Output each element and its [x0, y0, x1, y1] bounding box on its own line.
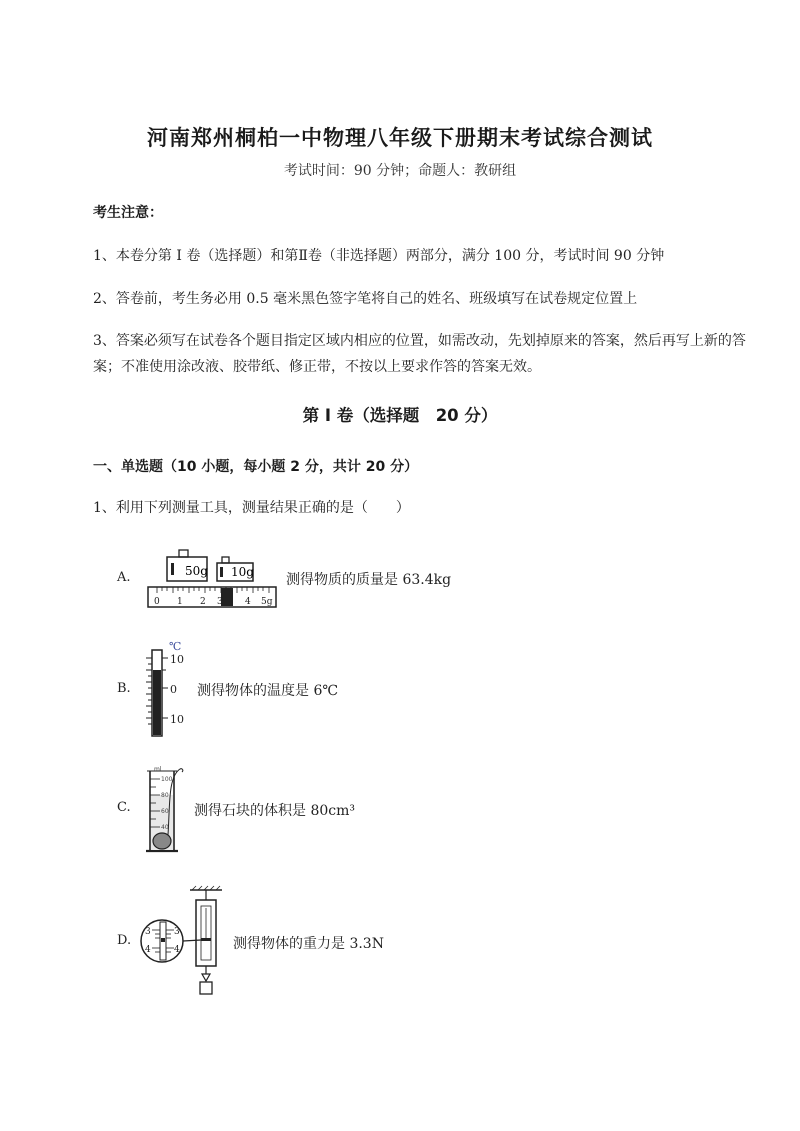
pointer [201, 938, 211, 941]
option-c-text: 测得石块的体积是 80cm³ [194, 803, 355, 819]
magnified-pointer [161, 938, 165, 942]
question-stem: 1、利用下列测量工具，测量结果正确的是（ ） [93, 500, 410, 516]
cylinder-tick-60: 60 [161, 808, 169, 815]
notice-heading: 考生注意： [93, 205, 163, 221]
thermometer-liquid [153, 670, 161, 735]
cylinder-tick-40: 40 [161, 824, 169, 831]
option-c-letter: C. [117, 800, 131, 815]
hook [202, 966, 210, 981]
option-d-letter: D. [117, 933, 132, 948]
stone [153, 833, 171, 849]
magnified-tick-3-left: 3 [145, 927, 151, 937]
weight-50g-knob [179, 550, 188, 557]
option-b-letter: B. [117, 681, 131, 696]
cylinder-unit: ml [154, 766, 162, 773]
notice-item-2: 2、答卷前，考生务必用 0.5 毫米黑色签字笔将自己的姓名、班级填写在试卷规定位置上 [93, 291, 638, 307]
balance-scale-figure [145, 545, 280, 610]
cylinder-tick-80: 80 [161, 792, 169, 799]
page-title: 河南郑州桐柏一中物理八年级下册期末考试综合测试 [147, 126, 653, 150]
magnified-tick-4-left: 4 [145, 945, 151, 955]
scale-tick-1: 1 [177, 597, 183, 607]
notice-item-1: 1、本卷分第 I 卷（选择题）和第Ⅱ卷（非选择题）两部分，满分 100 分，考试时间 90 分钟 [93, 248, 665, 264]
thermometer-tick-zero: 0 [170, 683, 177, 696]
option-a-text: 测得物质的质量是 63.4kg [286, 572, 452, 588]
exam-info: 考试时间：90 分钟；命题人：教研组 [283, 163, 517, 179]
scale-tick-4: 4 [245, 597, 251, 607]
thermometer-tick-bottom: 10 [170, 713, 184, 726]
option-b-text: 测得物体的温度是 6℃ [197, 683, 339, 699]
weight-10g-mark [220, 567, 223, 577]
weight-50g-label: 50g [185, 564, 208, 578]
rider [221, 588, 233, 606]
thermometer-unit: ℃ [169, 640, 182, 653]
magnifier-leader [183, 940, 201, 941]
beam-ticks [157, 587, 269, 593]
notice-item-3: 3、答案必须写在试卷各个题目指定区域内相应的位置，如需改动，先划掉原来的答案，然后再写上新的答案；不准使用涂改液、胶带纸、修正带，不按以上要求作答的答案无效。 [93, 333, 746, 375]
cylinder-tick-100: 100 [161, 776, 173, 783]
thermometer-tick-top: 10 [170, 653, 184, 666]
option-a-letter: A. [117, 570, 131, 585]
graduated-cylinder-figure [144, 765, 190, 860]
spring-scale-figure [138, 886, 230, 998]
weight-10g-label: 10g [231, 565, 254, 579]
magnified-tick-4-right: 4 [174, 945, 180, 955]
part-heading: 一、单选题（10 小题，每小题 2 分，共计 20 分） [93, 459, 419, 475]
scale-tick-3: 3 [217, 597, 223, 607]
weight-50g-mark [171, 563, 174, 575]
option-d-text: 测得物体的重力是 3.3N [233, 936, 384, 952]
magnified-tick-3-right: 3 [174, 927, 180, 937]
section-title: 第 I 卷（选择题 20 分） [302, 406, 498, 425]
thermometer-figure [142, 638, 192, 738]
weight-10g-knob [222, 557, 229, 563]
scale-tick-0: 0 [154, 597, 160, 607]
hanging-weight [200, 982, 212, 994]
scale-tick-5: 5g [261, 597, 273, 607]
scale-tick-2: 2 [200, 597, 206, 607]
